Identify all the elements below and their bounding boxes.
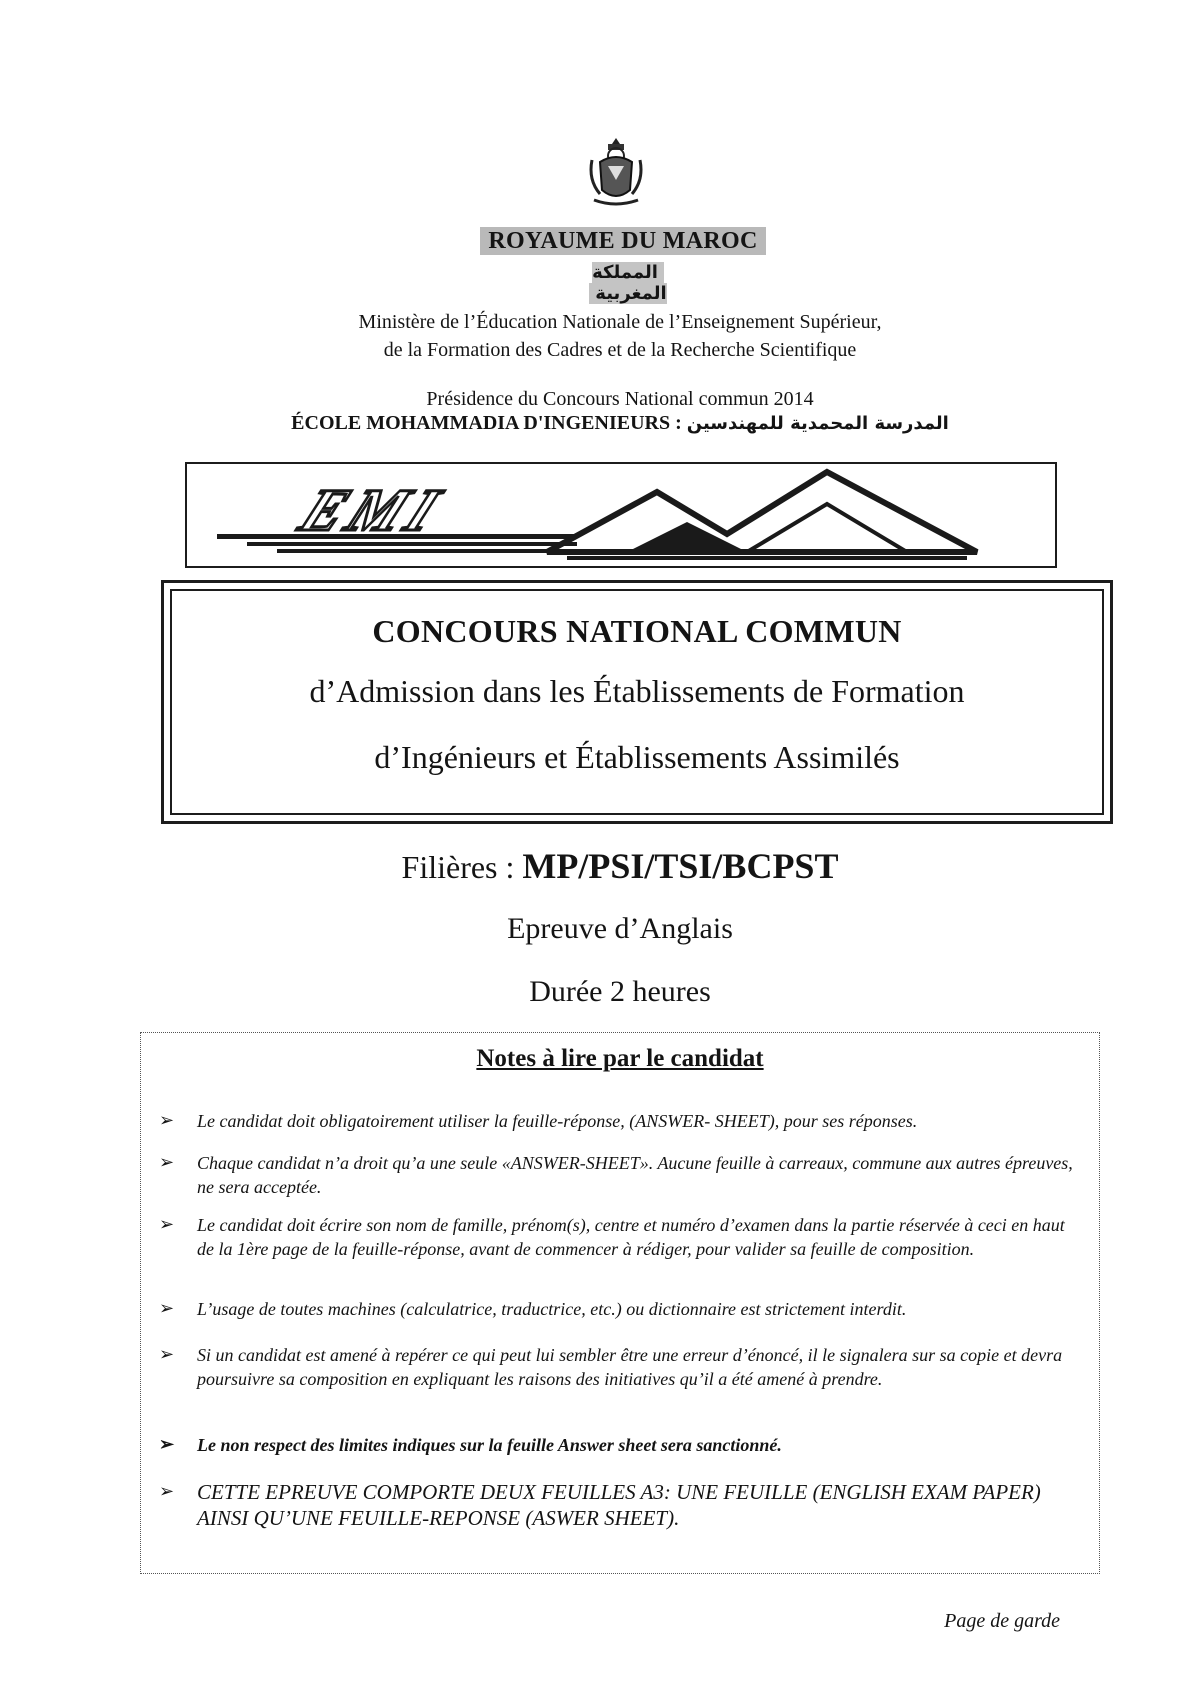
country-name-arabic: المملكة المغربية bbox=[553, 262, 703, 304]
presidence-line: Présidence du Concours National commun 2014 bbox=[426, 388, 814, 410]
note-item: ➢ L’usage de toutes machines (calculatrice, traductrice, etc.) ou dictionnaire est strictement interdit. bbox=[159, 1298, 907, 1319]
svg-text:EMI: EMI bbox=[290, 476, 456, 544]
exam-title: CONCOURS NATIONAL COMMUN bbox=[372, 613, 902, 649]
arrow-bullet-icon: ➢ bbox=[159, 1214, 175, 1234]
filieres-value: MP/PSI/TSI/BCPST bbox=[522, 846, 839, 886]
filieres-line: Filières : MP/PSI/TSI/BCPST bbox=[401, 846, 839, 886]
note-item: ➢ Le non respect des limites indiques sur la feuille Answer sheet sera sanctionné. bbox=[159, 1434, 782, 1455]
emi-logo-icon bbox=[187, 464, 1055, 566]
school-name: ÉCOLE MOHAMMADIA D'INGENIEURS : المدرسة المحمدية للمهندسين bbox=[291, 412, 949, 434]
exam-title-inner-frame bbox=[170, 589, 1104, 815]
arrow-bullet-icon: ➢ bbox=[159, 1481, 175, 1501]
arrow-bullet-icon: ➢ bbox=[159, 1152, 175, 1172]
arrow-bullet-icon: ➢ bbox=[159, 1110, 175, 1130]
exam-subtitle-line-2: d’Ingénieurs et Établissements Assimilés bbox=[374, 739, 900, 775]
note-item: ➢ Chaque candidat n’a droit qu’a une seule «ANSWER-SHEET». Aucune feuille à carreaux, commune aux autres épreuves, ne sera acceptée. bbox=[159, 1152, 1073, 1197]
school-name-arabic: المدرسة المحمدية للمهندسين bbox=[686, 413, 949, 434]
moroccan-coat-of-arms-icon bbox=[586, 136, 646, 210]
exam-subtitle-line-1: d’Admission dans les Établissements de Formation bbox=[309, 673, 965, 709]
exam-subject: Epreuve d’Anglais bbox=[507, 912, 733, 945]
candidate-notes-box bbox=[140, 1032, 1100, 1574]
arrow-bullet-icon: ➢ bbox=[159, 1434, 175, 1454]
page-label: Page de garde bbox=[944, 1610, 1060, 1632]
ministry-name: Ministère de l’Éducation Nationale de l’Enseignement Supérieur, de la Formation des Cadres et de la Recherche Scientifique bbox=[358, 311, 882, 361]
arrow-bullet-icon: ➢ bbox=[159, 1298, 175, 1318]
note-item: ➢ Le candidat doit obligatoirement utiliser la feuille-réponse, (ANSWER- SHEET), pour ses réponses. bbox=[159, 1110, 918, 1131]
emi-logo-box bbox=[185, 462, 1057, 568]
note-item: ➢ Si un candidat est amené à repérer ce qui peut lui sembler être une erreur d’énoncé, il le signalera sur sa copie et devra poursuivre sa composition en expliquant les raisons des initiatives qu’il a été amené à prendre. bbox=[159, 1344, 1063, 1389]
country-name: ROYAUME DU MAROC bbox=[463, 228, 783, 255]
arrow-bullet-icon: ➢ bbox=[159, 1344, 175, 1364]
note-item: ➢ CETTE EPREUVE COMPORTE DEUX FEUILLES A3: UNE FEUILLE (ENGLISH EXAM PAPER) AINSI QU’UNE FEUILLE-REPONSE (ASWER SHEET). bbox=[159, 1480, 1041, 1530]
note-item: ➢ Le candidat doit écrire son nom de famille, prénom(s), centre et numéro d’examen dans la partie réservée à ceci en haut de la 1ère page de la feuille-réponse, avant de commencer à rédiger, pour valider sa feuille de composition. bbox=[159, 1214, 1065, 1259]
exam-title-frame bbox=[161, 580, 1113, 824]
notes-heading: Notes à lire par le candidat bbox=[476, 1045, 764, 1072]
exam-duration: Durée 2 heures bbox=[529, 975, 711, 1008]
